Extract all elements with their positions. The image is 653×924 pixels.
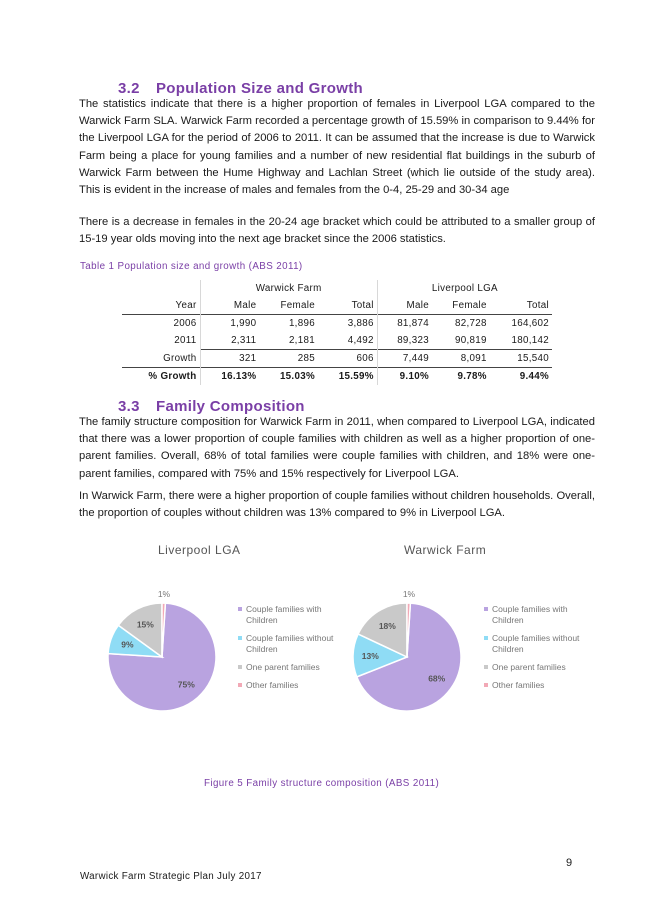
section-title: Population Size and Growth (156, 80, 363, 97)
legend-item: Couple families without Children (484, 633, 582, 655)
population-table (122, 280, 552, 385)
pie-chart-warwick (340, 590, 475, 725)
legend-item: One parent families (484, 662, 582, 673)
section-heading-3-2 (118, 80, 363, 97)
table-cell: 15,540 (490, 350, 552, 368)
paragraph-family-1: The family structure composition for Warwick Farm in 2011, when compared to Liverpool LGA, indicated that there was a lower proportion of couple families with children as well as a higher proportion of one-parent families. Overall, 68% of total families were couple families with children, and 18% were one-parent families, compared with 75% and 15% respectively for Liverpool LGA. (79, 416, 595, 480)
table-cell: 7,449 (377, 350, 432, 368)
table-cell: 8,091 (432, 350, 490, 368)
table-row (122, 350, 552, 368)
table-cell: 606 (318, 350, 377, 368)
column-header: Male (233, 300, 257, 311)
section-heading-3-3 (118, 398, 305, 415)
legend-liverpool (238, 604, 336, 698)
table-row (122, 368, 552, 386)
section-number: 3.2 (118, 80, 140, 97)
table-cell: 15.59% (318, 368, 377, 386)
figure-caption: Figure 5 Family structure composition (ABS 2011) (204, 778, 440, 789)
legend-swatch (238, 636, 242, 640)
table-cell: 9.44% (490, 368, 552, 386)
column-header: Total (526, 300, 549, 311)
table-cell: 2,181 (288, 335, 315, 346)
table-cell: 180,142 (511, 335, 549, 346)
table-cell: 321 (200, 350, 259, 368)
chart-title-warwick: Warwick Farm (404, 543, 487, 557)
table-cell: 2011 (122, 332, 200, 350)
legend-item: Other families (484, 680, 582, 691)
pie-data-label: 9% (121, 639, 134, 650)
table-row (122, 315, 552, 333)
table-cell: 16.13% (200, 368, 259, 386)
table-cell: 2,311 (231, 335, 257, 346)
table-row (122, 332, 552, 350)
legend-item: Couple families with Children (238, 604, 336, 626)
legend-swatch (238, 665, 242, 669)
table-cell: 81,874 (377, 315, 432, 333)
pie-data-label: 18% (378, 620, 396, 631)
table-column-header-row (122, 297, 552, 315)
pie-data-label: 1% (402, 590, 416, 600)
table-cell: % Growth (122, 368, 200, 386)
pie-data-label: 15% (136, 619, 154, 630)
legend-swatch (484, 636, 488, 640)
pie-chart-liverpool (95, 590, 230, 725)
legend-swatch (238, 683, 242, 687)
column-header: Female (280, 300, 315, 311)
legend-swatch (484, 665, 488, 669)
table-cell: 89,323 (397, 335, 429, 346)
table-cell: 9.10% (377, 368, 432, 386)
legend-warwick (484, 604, 582, 698)
table-cell: 82,728 (432, 315, 490, 333)
legend-item: Other families (238, 680, 336, 691)
group-header-liverpool-lga: Liverpool LGA (431, 283, 498, 294)
table-cell: Growth (122, 350, 200, 368)
legend-item: Couple families without Children (238, 633, 336, 655)
table-cell: 285 (259, 350, 318, 368)
legend-item: Couple families with Children (484, 604, 582, 626)
table-cell: 2006 (122, 315, 200, 333)
table-group-header-row (122, 280, 552, 297)
pie-data-label: 75% (177, 679, 195, 690)
table-cell: 164,602 (490, 315, 552, 333)
paragraph-population-2: There is a decrease in females in the 20-24 age bracket which could be attributed to a smaller group of 15-19 year olds moving into the next age bracket since the 2006 statistics. (79, 216, 595, 246)
page-number: 9 (566, 857, 573, 869)
column-header: Female (452, 300, 487, 311)
table-cell: 9.78% (432, 368, 490, 386)
section-number: 3.3 (118, 398, 140, 415)
table-cell: 1,896 (259, 315, 318, 333)
pie-data-label: 1% (157, 590, 171, 600)
table-cell: 3,886 (318, 315, 377, 333)
legend-swatch (484, 607, 488, 611)
column-header: Total (318, 297, 377, 315)
paragraph-family-2: In Warwick Farm, there were a higher proportion of couple families without children households. Overall, the proportion of couples without children was 13% compared to 9% in Liverpool LGA. (79, 490, 595, 520)
column-header: Year (122, 297, 200, 315)
legend-swatch (238, 607, 242, 611)
pie-data-label: 68% (428, 673, 446, 684)
table-cell: 15.03% (259, 368, 318, 386)
chart-title-liverpool: Liverpool LGA (158, 543, 241, 557)
table-caption: Table 1 Population size and growth (ABS 2011) (80, 261, 303, 272)
paragraph-population-1: The statistics indicate that there is a higher proportion of females in Liverpool LGA compared to the Warwick Farm SLA. Warwick Farm recorded a percentage growth of 15.59% in comparison to 9.44% for the Liverpool LGA for the period of 2006 to 2011. It can be assumed that the increase is due to Warwick Farm being a place for young families and a number of new residential flat buildings in the suburb of Warwick Farm between the Hume Highway and Lachlan Street (which lie outside of the study area). This is evident in the increase of males and females from the 0-4, 25-29 and 30-34 age (79, 98, 595, 197)
pie-data-label: 13% (361, 650, 379, 661)
legend-swatch (484, 683, 488, 687)
column-header: Male (406, 300, 429, 311)
group-header-warwick-farm: Warwick Farm (200, 280, 377, 297)
table-cell: 1,990 (200, 315, 259, 333)
table-cell: 90,819 (455, 335, 487, 346)
legend-item: One parent families (238, 662, 336, 673)
table-cell: 4,492 (318, 332, 377, 350)
footer-text: Warwick Farm Strategic Plan July 2017 (80, 871, 262, 882)
section-title: Family Composition (156, 398, 305, 415)
